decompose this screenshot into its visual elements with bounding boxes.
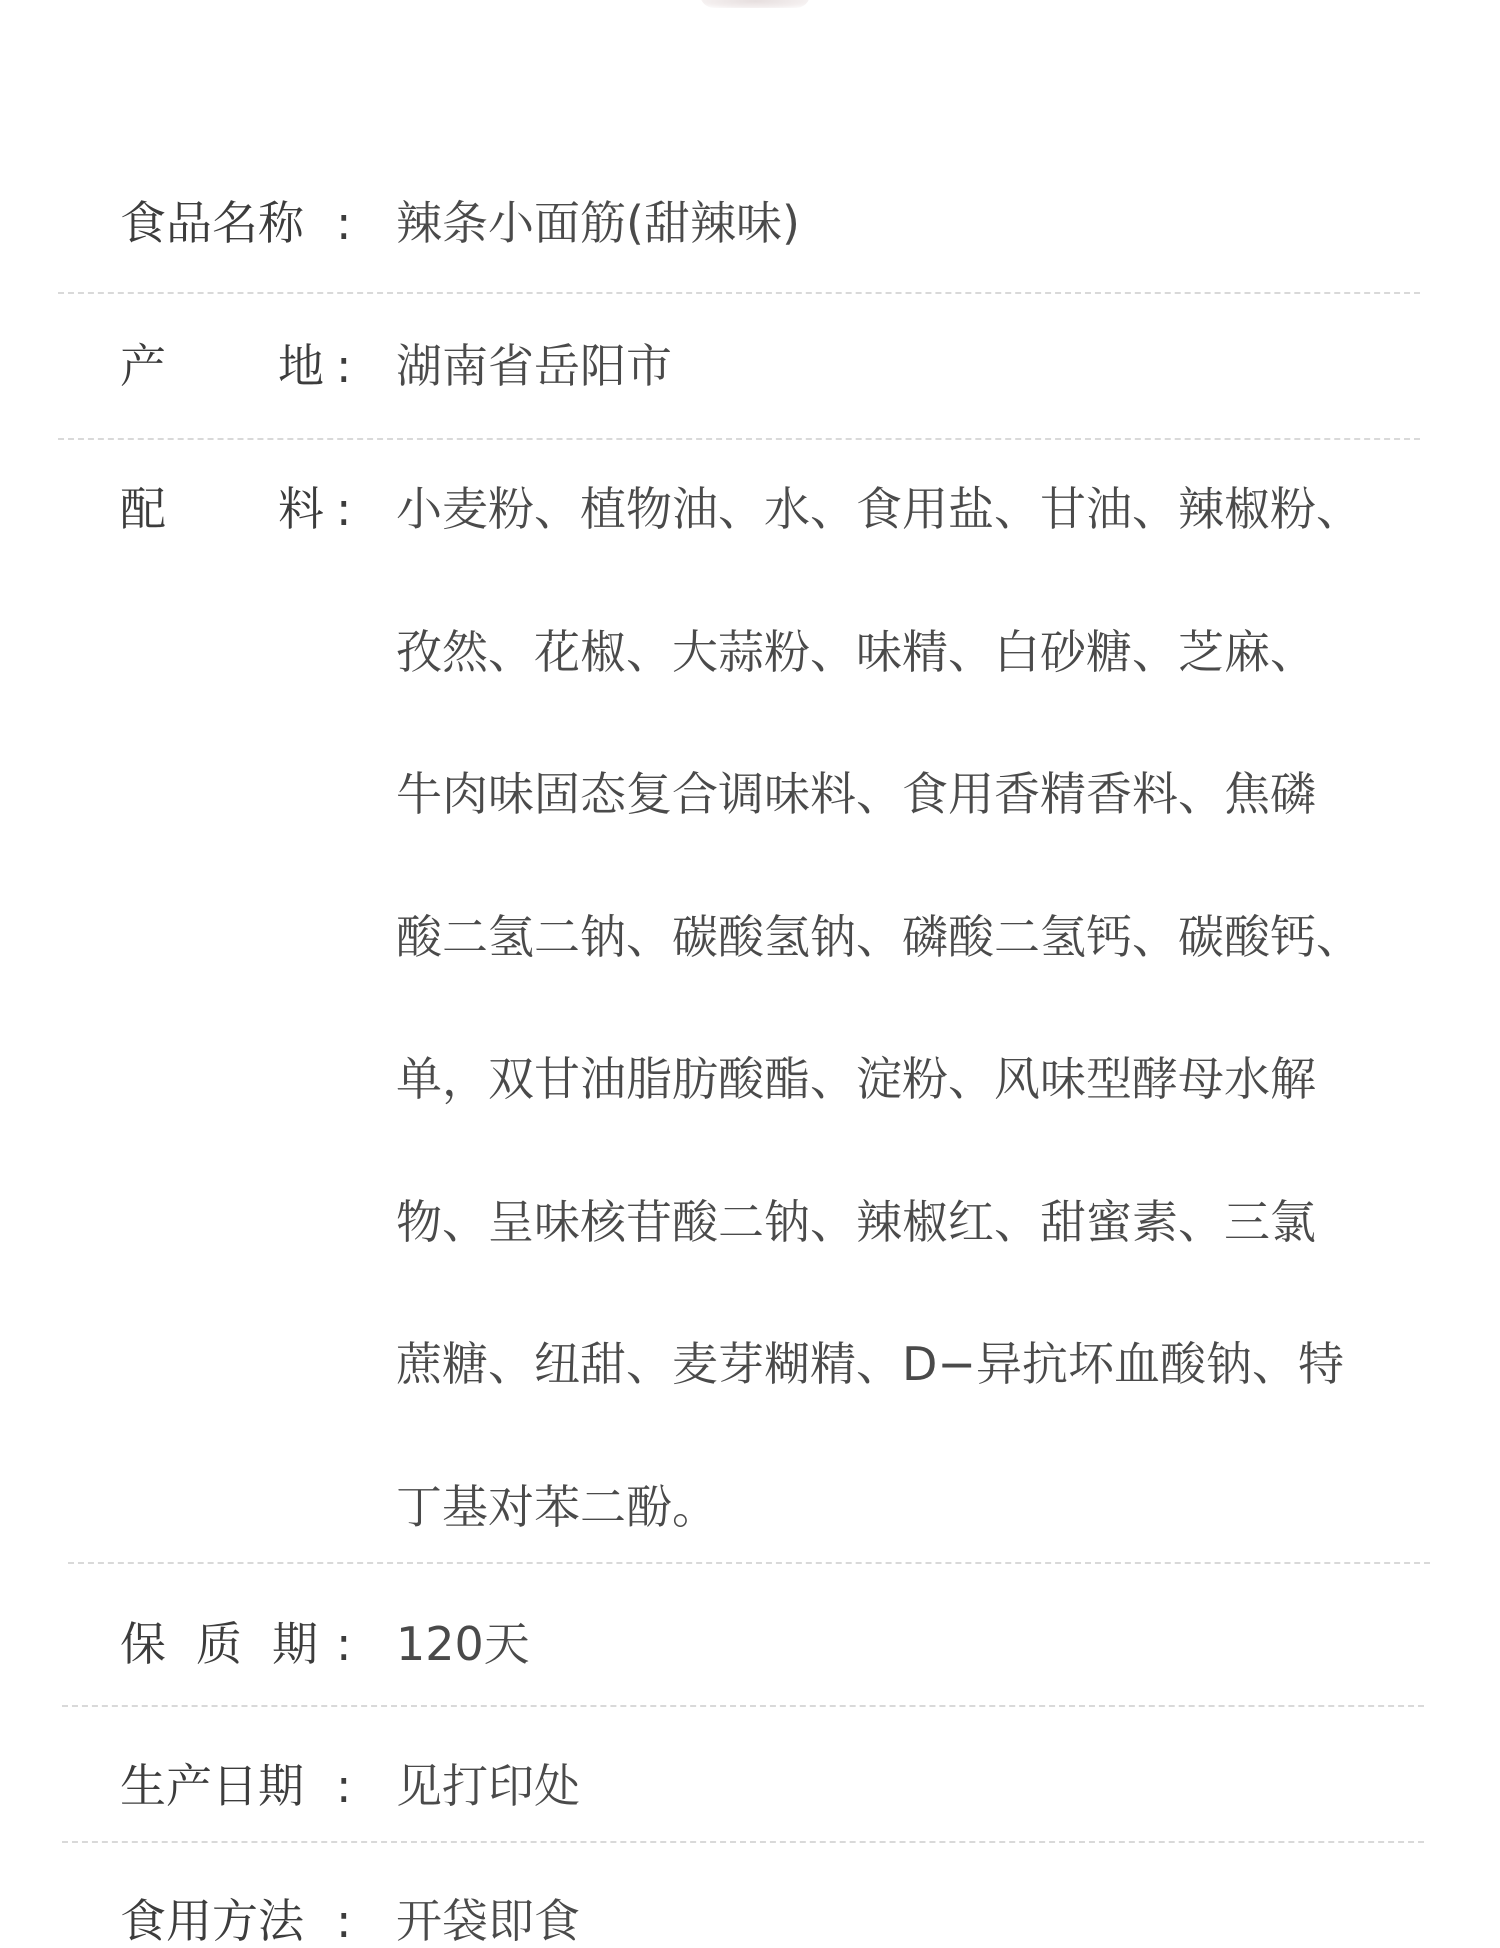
ingredients-line: 单，双甘油脂肪酸酯、淀粉、风味型酵母水解	[396, 1052, 1316, 1106]
row-divider	[62, 1841, 1424, 1843]
shelf-life-label: 保 质 期	[120, 1617, 318, 1671]
top-decoration	[700, 0, 810, 8]
production-date-value: 见打印处	[396, 1759, 580, 1813]
colon: :	[336, 1617, 352, 1671]
product-name-label: 食品名称	[120, 196, 304, 250]
ingredients-line: 孜然、花椒、大蒜粉、味精、白砂糖、芝麻、	[396, 625, 1316, 679]
colon: :	[336, 1894, 352, 1948]
row-divider	[58, 292, 1420, 294]
colon: :	[336, 339, 352, 393]
row-divider	[62, 1705, 1424, 1707]
production-date-label: 生产日期	[120, 1759, 304, 1813]
product-name-value: 辣条小面筋(甜辣味)	[396, 196, 800, 250]
ingredients-line: 酸二氢二钠、碳酸氢钠、磷酸二氢钙、碳酸钙、	[396, 910, 1362, 964]
usage-value: 开袋即食	[396, 1894, 580, 1948]
ingredients-line: 物、呈味核苷酸二钠、辣椒红、甜蜜素、三氯	[396, 1195, 1316, 1249]
colon: :	[336, 196, 352, 250]
row-divider	[58, 438, 1420, 440]
ingredients-line: 丁基对苯二酚。	[396, 1480, 718, 1534]
ingredients-line: 牛肉味固态复合调味料、食用香精香料、焦磷	[396, 767, 1316, 821]
origin-label: 产 地	[120, 339, 324, 393]
ingredients-line: 蔗糖、纽甜、麦芽糊精、D−异抗坏血酸钠、特	[396, 1337, 1344, 1391]
colon: :	[336, 482, 352, 536]
row-divider	[68, 1562, 1430, 1564]
ingredients-label: 配 料	[120, 482, 324, 536]
colon: :	[336, 1759, 352, 1813]
origin-value: 湖南省岳阳市	[396, 339, 672, 393]
ingredients-line: 小麦粉、植物油、水、食用盐、甘油、辣椒粉、	[396, 482, 1362, 536]
usage-label: 食用方法	[120, 1894, 304, 1948]
shelf-life-value: 120天	[396, 1617, 530, 1671]
